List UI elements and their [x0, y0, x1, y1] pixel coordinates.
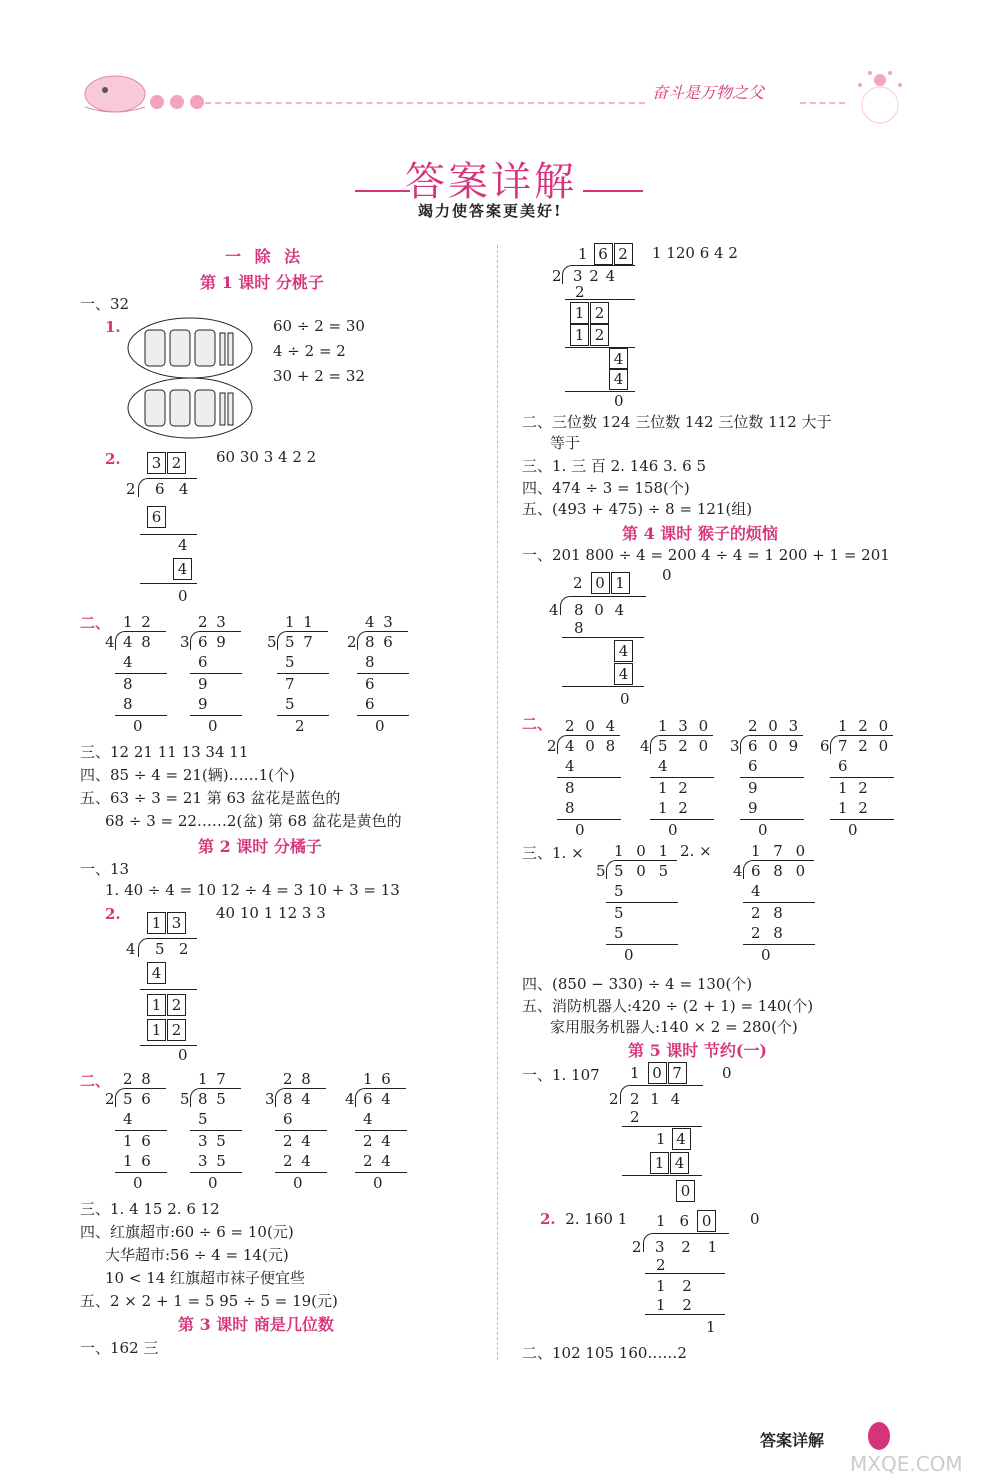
- l1-div-rem1: 4: [178, 536, 188, 554]
- long-div-sub2: 5: [285, 695, 297, 713]
- l1-div-dividend: 6 4: [155, 480, 189, 498]
- r-div-rem2: 4: [609, 348, 629, 370]
- long-div-dividend: 5 0 5: [614, 862, 673, 880]
- long-div-rem1: 2 4: [363, 1132, 393, 1150]
- l2-div-sub1: 4: [147, 962, 167, 984]
- long-div-sub2: 8: [123, 695, 135, 713]
- footer-label: 答案详解: [760, 1431, 825, 1450]
- l4-div-dividend: 8 0 4: [574, 601, 628, 619]
- bundles-illustration: [125, 315, 255, 444]
- long-div-quotient: 1 1: [285, 613, 315, 631]
- long-div-dividend: 8 5: [198, 1090, 228, 1108]
- long-div-line1: [606, 902, 678, 903]
- lesson-5-heading: 第 5 课时 节约(一): [628, 1041, 767, 1060]
- l4-div-rem2: 0: [620, 690, 630, 708]
- l4-q2-label: 二、: [522, 715, 553, 733]
- long-div-rem1: 2 8: [751, 904, 787, 922]
- l2-q4b: 大华超市:56 ÷ 4 = 14(元): [105, 1246, 289, 1264]
- long-div-sub2: 9: [748, 799, 761, 817]
- l2-q1-1: 1. 40 ÷ 4 = 10 12 ÷ 4 = 3 10 + 3 = 13: [105, 881, 400, 899]
- long-div-divisor: 4: [105, 633, 115, 651]
- long-div-line1: [557, 777, 621, 778]
- l1-div-line2: [140, 583, 197, 584]
- l2-div-quotient: 1 3: [147, 912, 187, 934]
- long-div-rem1: 7: [285, 675, 297, 693]
- long-div-line1: [650, 777, 714, 778]
- header-decoration: [75, 62, 155, 117]
- long-div-sub1: 4: [123, 1110, 133, 1128]
- l5-div2-quotient: 1 6 0: [656, 1210, 717, 1232]
- l1-q1-2-label: 2.: [105, 450, 121, 468]
- r-div-rem3: 0: [614, 392, 624, 410]
- long-div-divisor: 5: [596, 862, 606, 880]
- long-div-rem2: 0: [761, 946, 771, 964]
- l5-div2-dividend: 3 2 1: [655, 1238, 724, 1256]
- long-div-rem1: 5: [614, 904, 628, 922]
- l5-div2-line2: [645, 1314, 725, 1315]
- unit-heading: 一 除 法: [225, 247, 305, 266]
- long-div-dividend: 8 6: [365, 633, 395, 651]
- long-div-dividend: 5 6: [123, 1090, 153, 1108]
- long-div-rem2: 0: [133, 717, 143, 735]
- l5-q1-2: 2. 2. 160 1: [540, 1210, 628, 1228]
- long-div-sub1: 4: [363, 1110, 373, 1128]
- long-div-quotient: 1 6: [363, 1070, 393, 1088]
- long-div-quotient: 1 7: [198, 1070, 228, 1088]
- long-div-sub1: 4: [123, 653, 133, 671]
- long-div-dividend: 6 4: [363, 1090, 393, 1108]
- l5-div1-line1: [622, 1126, 702, 1127]
- long-div-quotient: 1 2 0: [838, 717, 892, 735]
- page-title: 答案详解: [405, 159, 577, 205]
- long-div-sub2: 1 2: [838, 799, 871, 817]
- l5-div1-quotient: 1 0 7: [630, 1062, 688, 1084]
- long-div-line1: [355, 1130, 407, 1131]
- l2-q3: 三、1. 4 15 2. 6 12: [80, 1200, 220, 1218]
- r-div-line1: [565, 299, 635, 300]
- long-div-dividend: 7 2 0: [838, 737, 892, 755]
- long-div-divisor: 3: [730, 737, 740, 755]
- r-top-answers: 1 120 6 4 2: [652, 244, 738, 262]
- l1-q3: 三、12 21 11 13 34 11: [80, 743, 249, 761]
- r-q4: 四、474 ÷ 3 = 158(个): [522, 479, 690, 497]
- l4-div-rem1: 4: [614, 640, 634, 662]
- long-div-rem2: 0: [848, 821, 858, 839]
- l5-div2-sub2: 1 2: [656, 1296, 698, 1314]
- l3-q1: 一、162 三: [80, 1339, 159, 1357]
- long-div-line2: [190, 715, 242, 716]
- l5-div2-divisor: 2: [632, 1238, 642, 1256]
- long-div-quotient: 2 3: [198, 613, 228, 631]
- long-div-rem2: 0: [208, 717, 218, 735]
- long-div-rem2: 0: [668, 821, 678, 839]
- l1-eq2: 4 ÷ 2 = 2: [273, 342, 346, 360]
- l1-q1-2-answers: 60 30 3 4 2 2: [216, 448, 317, 466]
- l2-q1-2-label: 2.: [105, 905, 121, 923]
- long-div-quotient: 1 2: [123, 613, 153, 631]
- l4-div-line1: [562, 637, 644, 638]
- long-div-line1: [115, 1130, 167, 1131]
- long-div-dividend: 5 2 0: [658, 737, 712, 755]
- long-div-line2: [740, 819, 804, 820]
- r-div-quotient: 1 6 2: [578, 243, 634, 265]
- long-div-divisor: 3: [180, 633, 190, 651]
- l1-q5a: 五、63 ÷ 3 = 21 第 63 盆花是蓝色的: [80, 789, 341, 807]
- l4-div-sub1: 8: [574, 619, 584, 637]
- long-div-line2: [115, 715, 167, 716]
- long-div-line2: [355, 1172, 407, 1173]
- long-div-rem2: 0: [208, 1174, 218, 1192]
- long-div-line1: [115, 673, 167, 674]
- l1-div-line1: [140, 534, 197, 535]
- l4-div-extra: 0: [662, 566, 672, 584]
- r-q2a: 二、三位数 124 三位数 142 三位数 112 大于: [522, 413, 832, 431]
- l2-q5: 五、2 × 2 + 1 = 5 95 ÷ 5 = 19(元): [80, 1292, 338, 1310]
- long-div-quotient: 2 0 4: [565, 717, 619, 735]
- long-div-dividend: 6 8 0: [751, 862, 810, 880]
- long-div-divisor: 2: [547, 737, 557, 755]
- long-div-sub2: 9: [198, 695, 210, 713]
- long-div-line1: [277, 673, 329, 674]
- header-dash-line: [205, 102, 645, 104]
- long-div-sub2: 2 4: [283, 1152, 313, 1170]
- long-div-sub1: 4: [565, 757, 575, 775]
- l2-q1-2-answers: 40 10 1 12 3 3: [216, 904, 326, 922]
- l4-q5a: 五、消防机器人:420 ÷ (2 + 1) = 140(个): [522, 997, 814, 1015]
- long-div-line2: [557, 819, 621, 820]
- l2-div-line2: [140, 1045, 197, 1046]
- header-dash-line-right: [800, 102, 845, 104]
- long-div-line1: [743, 902, 815, 903]
- watermark: MXQE.COM: [850, 1452, 963, 1476]
- long-div-sub2: 2 4: [363, 1152, 393, 1170]
- long-div-line1: [190, 1130, 242, 1131]
- r-div-line3: [565, 391, 635, 392]
- l5-div1-dividend: 2 1 4: [630, 1090, 684, 1108]
- l4-div-divisor: 4: [549, 601, 559, 619]
- lesson-3-heading: 第 3 课时 商是几位数: [178, 1315, 334, 1334]
- r-div-rem1: 1 2: [570, 302, 610, 324]
- long-div-dividend: 8 4: [283, 1090, 313, 1108]
- long-div-divisor: 4: [733, 862, 743, 880]
- long-div-rem2: 0: [293, 1174, 303, 1192]
- l5-div1-rem2: 0: [676, 1180, 696, 1202]
- r-q3: 三、1. 三 百 2. 146 3. 6 5: [522, 457, 707, 475]
- header-motto: 奋斗是万物之父: [652, 83, 765, 102]
- long-div-sub2: 3 5: [198, 1152, 228, 1170]
- long-div-sub1: 8: [365, 653, 375, 671]
- l4-div-quotient: 2 0 1: [573, 572, 631, 594]
- column-divider: [497, 245, 498, 1360]
- long-div-line1: [357, 673, 409, 674]
- l5-div1-extra: 0: [722, 1064, 732, 1082]
- l4-q1: 一、201 800 ÷ 4 = 200 4 ÷ 4 = 1 200 + 1 = 201: [522, 546, 890, 564]
- l5-div2-line1: [645, 1273, 725, 1274]
- long-div-line1: [275, 1130, 327, 1131]
- long-div-line1: [740, 777, 804, 778]
- lesson-4-heading: 第 4 课时 猴子的烦恼: [622, 524, 778, 543]
- long-div-dividend: 6 9: [198, 633, 228, 651]
- r-div-dividend: 3 2 4: [573, 267, 617, 285]
- l5-div1-line2: [622, 1175, 702, 1176]
- l1-div-sub2: 4: [173, 558, 193, 580]
- l5-div2-sub1: 2: [656, 1256, 666, 1274]
- l2-q4a: 四、红旗超市:60 ÷ 6 = 10(元): [80, 1223, 294, 1241]
- long-div-divisor: 5: [267, 633, 277, 651]
- l1-div-divisor: 2: [126, 480, 136, 498]
- long-div-sub1: 4: [751, 882, 761, 900]
- l5-div1-sub1: 2: [630, 1108, 640, 1126]
- lesson-1-heading: 第 1 课时 分桃子: [200, 273, 324, 292]
- l4-q3a: 三、1. ×: [522, 844, 584, 862]
- long-div-divisor: 3: [265, 1090, 275, 1108]
- l5-q1: 一、1. 107: [522, 1066, 600, 1084]
- long-div-sub1: 4: [658, 757, 668, 775]
- long-div-rem2: 2: [295, 717, 305, 735]
- l2-q4c: 10 < 14 红旗超市袜子便宜些: [105, 1269, 306, 1287]
- l1-div-rem2: 0: [178, 587, 188, 605]
- r-div-sub1: 2: [575, 283, 585, 301]
- long-div-sub1: 5: [198, 1110, 208, 1128]
- l4-div-sub2: 4: [614, 663, 634, 685]
- long-div-sub2: 8: [565, 799, 578, 817]
- long-div-quotient: 2 0 3: [748, 717, 802, 735]
- long-div-dividend: 4 0 8: [565, 737, 619, 755]
- l1-div-sub1: 6: [147, 506, 167, 528]
- long-div-divisor: 4: [640, 737, 650, 755]
- long-div-divisor: 2: [105, 1090, 115, 1108]
- long-div-sub2: 1 6: [123, 1152, 153, 1170]
- l2-q1: 一、13: [80, 860, 130, 878]
- long-div-line2: [115, 1172, 167, 1173]
- l5-div2-extra: 0: [750, 1210, 760, 1228]
- long-div-rem2: 0: [624, 946, 634, 964]
- long-div-line1: [190, 673, 242, 674]
- long-div-rem1: 8: [565, 779, 578, 797]
- l5-div2-rem1: 1 2: [656, 1277, 698, 1295]
- l1-eq3: 30 + 2 = 32: [273, 367, 365, 385]
- long-div-rem2: 0: [133, 1174, 143, 1192]
- l1-q5b: 68 ÷ 3 = 22……2(盆) 第 68 盆花是黄色的: [105, 812, 402, 830]
- long-div-line2: [275, 1172, 327, 1173]
- long-div-sub2: 6: [365, 695, 377, 713]
- long-div-rem1: 6: [365, 675, 377, 693]
- l2-div-rem2: 0: [178, 1046, 188, 1064]
- long-div-sub1: 6: [283, 1110, 293, 1128]
- l5-div1-sub2: 1 4: [650, 1152, 690, 1174]
- long-div-sub2: 2 8: [751, 924, 787, 942]
- l1-q1: 一、32: [80, 295, 130, 313]
- long-div-rem1: 9: [748, 779, 761, 797]
- long-div-rem2: 0: [373, 1174, 383, 1192]
- long-div-sub1: 6: [838, 757, 848, 775]
- long-div-rem2: 0: [575, 821, 585, 839]
- l4-div-line2: [562, 686, 644, 687]
- long-div-divisor: 4: [345, 1090, 355, 1108]
- l2-div-line1: [140, 989, 197, 990]
- r-q5: 五、(493 + 475) ÷ 8 = 121(组): [522, 500, 753, 518]
- long-div-sub1: 5: [285, 653, 295, 671]
- long-div-line2: [830, 819, 894, 820]
- lesson-2-heading: 第 2 课时 分橘子: [198, 837, 322, 856]
- r-q2b: 等于: [550, 434, 581, 452]
- l1-q2-label: 二、: [80, 614, 111, 632]
- header-stars-icon: [845, 55, 915, 129]
- long-div-rem1: 9: [198, 675, 210, 693]
- long-div-dividend: 4 8: [123, 633, 153, 651]
- long-div-rem1: 3 5: [198, 1132, 228, 1150]
- footer-page-badge: [868, 1422, 890, 1450]
- long-div-divisor: 5: [180, 1090, 190, 1108]
- long-div-quotient: 1 7 0: [751, 842, 810, 860]
- long-div-dividend: 5 7: [285, 633, 315, 651]
- l5-q2: 二、102 105 160……2: [522, 1344, 687, 1362]
- long-div-rem2: 0: [375, 717, 385, 735]
- l1-div-quotient: 3 2: [147, 452, 187, 474]
- l5-div2-rem2: 1: [706, 1318, 716, 1336]
- r-div-sub2: 1 2: [570, 324, 610, 346]
- long-div-rem1: 2 4: [283, 1132, 313, 1150]
- l1-q1-1-label: 1.: [105, 318, 121, 336]
- long-div-sub1: 5: [614, 882, 624, 900]
- long-div-quotient: 1 3 0: [658, 717, 712, 735]
- long-div-quotient: 1 0 1: [614, 842, 673, 860]
- title-underline-left: [355, 190, 410, 192]
- long-div-rem1: 8: [123, 675, 135, 693]
- page-subtitle: 竭力使答案更美好!: [418, 202, 563, 220]
- title-underline-right: [583, 190, 643, 192]
- long-div-quotient: 2 8: [123, 1070, 153, 1088]
- long-div-line2: [277, 715, 329, 716]
- l5-div1-rem1: 1 4: [656, 1128, 692, 1150]
- r-div-sub3: 4: [609, 368, 629, 390]
- l2-div-dividend: 5 2: [155, 940, 189, 958]
- long-div-quotient: 4 3: [365, 613, 395, 631]
- long-div-dividend: 6 0 9: [748, 737, 802, 755]
- l2-div-divisor: 4: [126, 940, 136, 958]
- long-div-rem2: 0: [758, 821, 768, 839]
- header-dots: [150, 95, 210, 113]
- l2-q2-label: 二、: [80, 1072, 111, 1090]
- l4-q5b: 家用服务机器人:140 × 2 = 280(个): [550, 1018, 798, 1036]
- l1-q4: 四、85 ÷ 4 = 21(辆)……1(个): [80, 766, 295, 784]
- long-div-divisor: 6: [820, 737, 830, 755]
- l2-div-sub2: 1 2: [147, 1019, 187, 1041]
- long-div-quotient: 2 8: [283, 1070, 313, 1088]
- long-div-line2: [606, 944, 678, 945]
- l4-q4: 四、(850 − 330) ÷ 4 = 130(个): [522, 975, 753, 993]
- long-div-rem1: 1 6: [123, 1132, 153, 1150]
- long-div-line2: [650, 819, 714, 820]
- long-div-line1: [830, 777, 894, 778]
- long-div-sub2: 5: [614, 924, 628, 942]
- long-div-divisor: 2: [347, 633, 357, 651]
- long-div-rem1: 1 2: [838, 779, 871, 797]
- long-div-line2: [743, 944, 815, 945]
- long-div-line2: [190, 1172, 242, 1173]
- long-div-sub1: 6: [748, 757, 758, 775]
- r-div-divisor: 2: [552, 267, 562, 285]
- l5-div1-divisor: 2: [609, 1090, 619, 1108]
- long-div-line2: [357, 715, 409, 716]
- l4-q3b: 2. ×: [680, 842, 712, 860]
- long-div-sub1: 6: [198, 653, 208, 671]
- long-div-sub2: 1 2: [658, 799, 691, 817]
- long-div-rem1: 1 2: [658, 779, 691, 797]
- cartoon-fish-icon: [75, 62, 155, 117]
- l2-div-rem1: 1 2: [147, 994, 187, 1016]
- l1-eq1: 60 ÷ 2 = 30: [273, 317, 365, 335]
